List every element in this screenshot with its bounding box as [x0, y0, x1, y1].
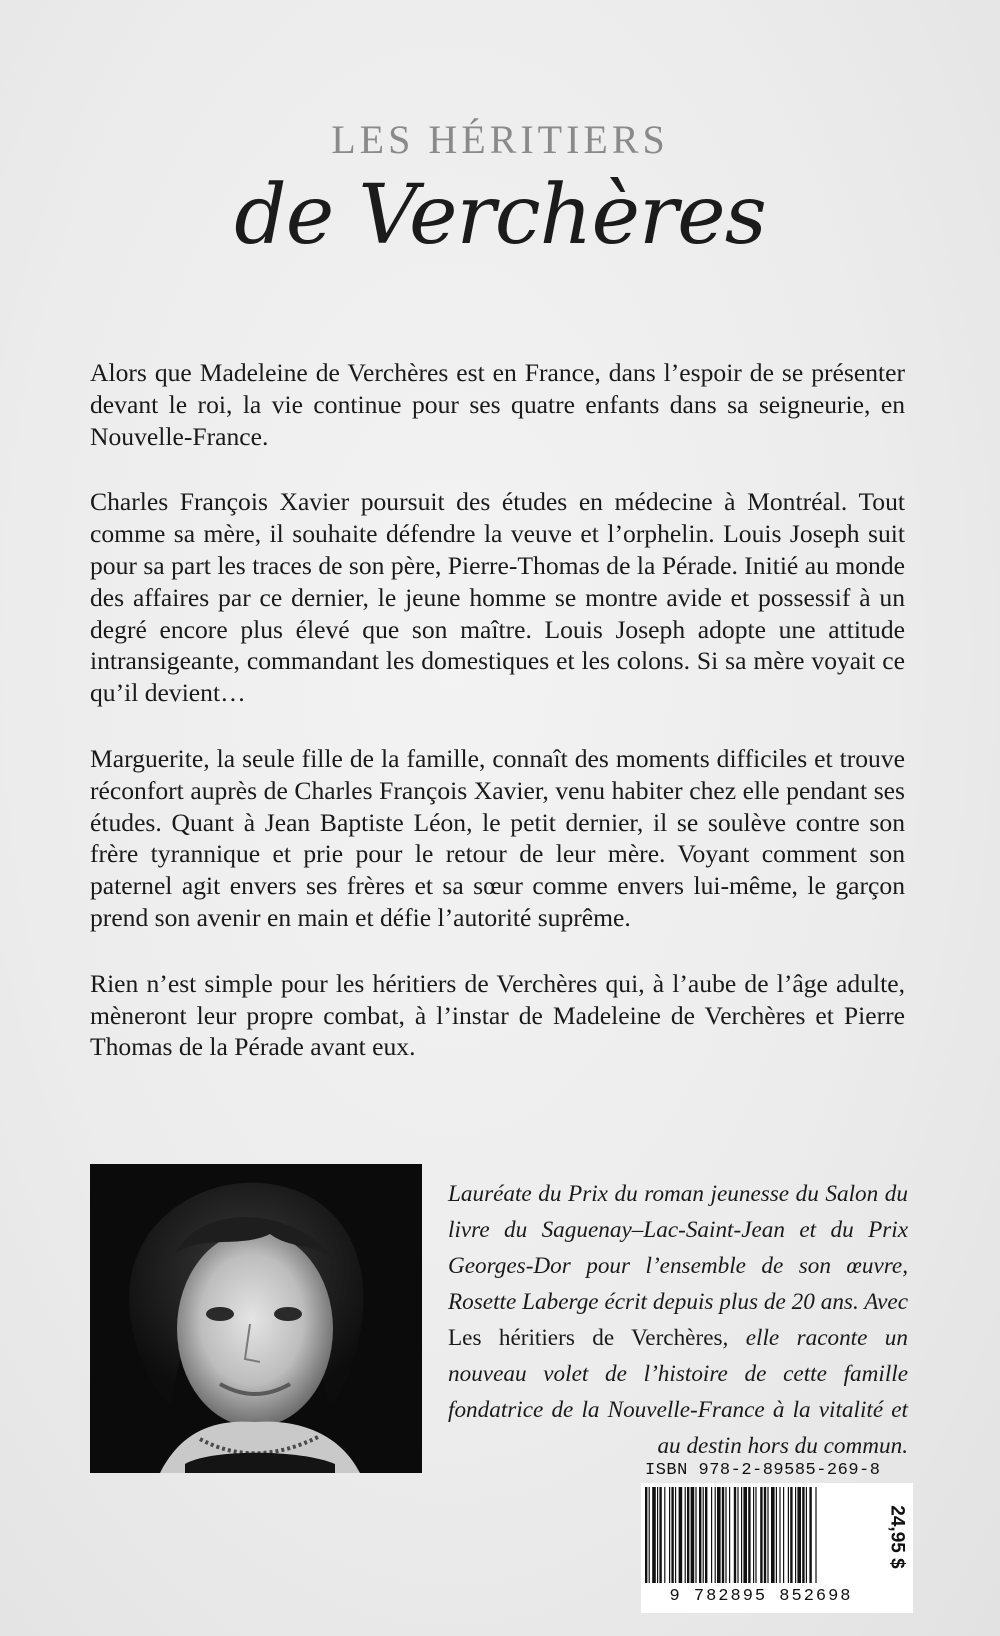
barcode-icon	[645, 1487, 875, 1583]
price-tag	[885, 1487, 909, 1587]
barcode-bar	[753, 1487, 754, 1583]
barcode-bar	[795, 1487, 796, 1583]
title-line-1: LES HÉRITIERS	[331, 117, 669, 162]
synopsis	[90, 357, 905, 1097]
barcode-bar	[725, 1487, 726, 1583]
barcode-bar	[664, 1487, 665, 1583]
barcode-bar	[675, 1487, 676, 1583]
barcode-bar	[671, 1487, 673, 1583]
title-line-2: de Verchères	[234, 168, 766, 263]
barcode-bar	[790, 1487, 792, 1583]
barcode-bar	[705, 1487, 707, 1583]
bio-text: , elle raconte un nouveau volet de l’histoire de cette famille fondatrice de la Nouvelle-France à la vitalité et au destin hors du commun.	[448, 1325, 908, 1459]
barcode-bar	[776, 1487, 777, 1583]
barcode-bar	[748, 1487, 750, 1583]
barcode-bar	[755, 1487, 756, 1583]
barcode-bar	[741, 1487, 742, 1583]
barcode-bar	[687, 1487, 689, 1583]
synopsis-paragraph: Marguerite, la seule fille de la famille, connaît des moments difficiles et trouve réconfort auprès de Charles François Xavier, venu habiter chez elle pendant ses études. Quant à Jean Baptiste Léon, le petit dernier, il se soulève contre son frère tyrannique et prie pour le retour de leur mère. Voyant comment son paternel agit envers ses frères et sa sœur comme envers lui-même, le garçon prend son avenir en main et défie l’autorité suprême.	[90, 743, 905, 932]
barcode-bar	[679, 1487, 683, 1583]
barcode-bar	[729, 1487, 730, 1583]
barcode-bar	[809, 1487, 811, 1583]
price-label: 24,95 $	[887, 1505, 908, 1569]
barcode-bar	[743, 1487, 747, 1583]
barcode-bar	[788, 1487, 789, 1583]
barcode-bar	[722, 1487, 724, 1583]
barcode-bar	[649, 1487, 650, 1583]
bio-book-title: Les héritiers de Verchères	[448, 1325, 723, 1351]
barcode-bar	[779, 1487, 780, 1583]
barcode-bar	[734, 1487, 736, 1583]
barcode-bar	[695, 1487, 696, 1583]
barcode-bar	[764, 1487, 766, 1583]
synopsis-paragraph: Charles François Xavier poursuit des études en médecine à Montréal. Tout comme sa mère, il souhaite défendre la veuve et l’orphelin. Louis Joseph suit pour sa part les traces de son père, Pierre-Thomas de la Pérade. Initié au monde des affaires par ce dernier, le jeune homme se montre avide et possessif à un degré encore plus élevé que son maître. Louis Joseph adopte une attitude intransigeante, commandant les domestiques et les colons. Si sa mère voyait ce qu’il devient…	[90, 487, 905, 708]
barcode-bar	[657, 1487, 658, 1583]
barcode-bar	[767, 1487, 768, 1583]
barcode-bar	[645, 1487, 647, 1583]
barcode-bar	[797, 1487, 801, 1583]
barcode-bar	[815, 1487, 816, 1583]
book-title	[0, 118, 1000, 264]
barcode-bar	[760, 1487, 762, 1583]
barcode-bar	[737, 1487, 738, 1583]
bio-text: Lauréate du Prix du roman jeunesse du Salon du livre du Saguenay–Lac-Saint-Jean et du Prix Georges-Dor pour l’ensemble de son œuvre, Rosette Laberge écrit depuis plus de 20 ans. Avec	[448, 1181, 908, 1315]
author-portrait-icon	[90, 1164, 422, 1473]
barcode-bar	[802, 1487, 804, 1583]
barcode-bar	[711, 1487, 712, 1583]
author-bio	[448, 1176, 908, 1464]
synopsis-paragraph: Alors que Madeleine de Verchères est en France, dans l’espoir de se présenter devant le roi, la vie continue pour ses quatre enfants dans sa seigneurie, en Nouvelle-France.	[90, 358, 905, 451]
barcode-bar	[783, 1487, 784, 1583]
barcode-bar	[691, 1487, 695, 1583]
barcode-bar	[669, 1487, 670, 1583]
barcode-area	[641, 1483, 913, 1613]
isbn-label: ISBN 978-2-89585-269-8	[645, 1461, 881, 1480]
barcode-bar	[699, 1487, 701, 1583]
barcode-bar	[652, 1487, 656, 1583]
barcode-bar	[806, 1487, 807, 1583]
barcode-number: 9 782895 852698	[669, 1587, 853, 1606]
barcode-bar	[717, 1487, 721, 1583]
barcode-bar	[771, 1487, 775, 1583]
barcode-bar	[685, 1487, 686, 1583]
barcode-bar	[703, 1487, 704, 1583]
barcode-bar	[715, 1487, 716, 1583]
synopsis-paragraph: Rien n’est simple pour les héritiers de Verchères qui, à l’aube de l’âge adulte, mèneront leur propre combat, à l’instar de Madeleine de Verchères et Pierre Thomas de la Pérade avant eux.	[90, 968, 905, 1062]
barcode-bar	[659, 1487, 661, 1583]
author-photo	[90, 1164, 422, 1473]
